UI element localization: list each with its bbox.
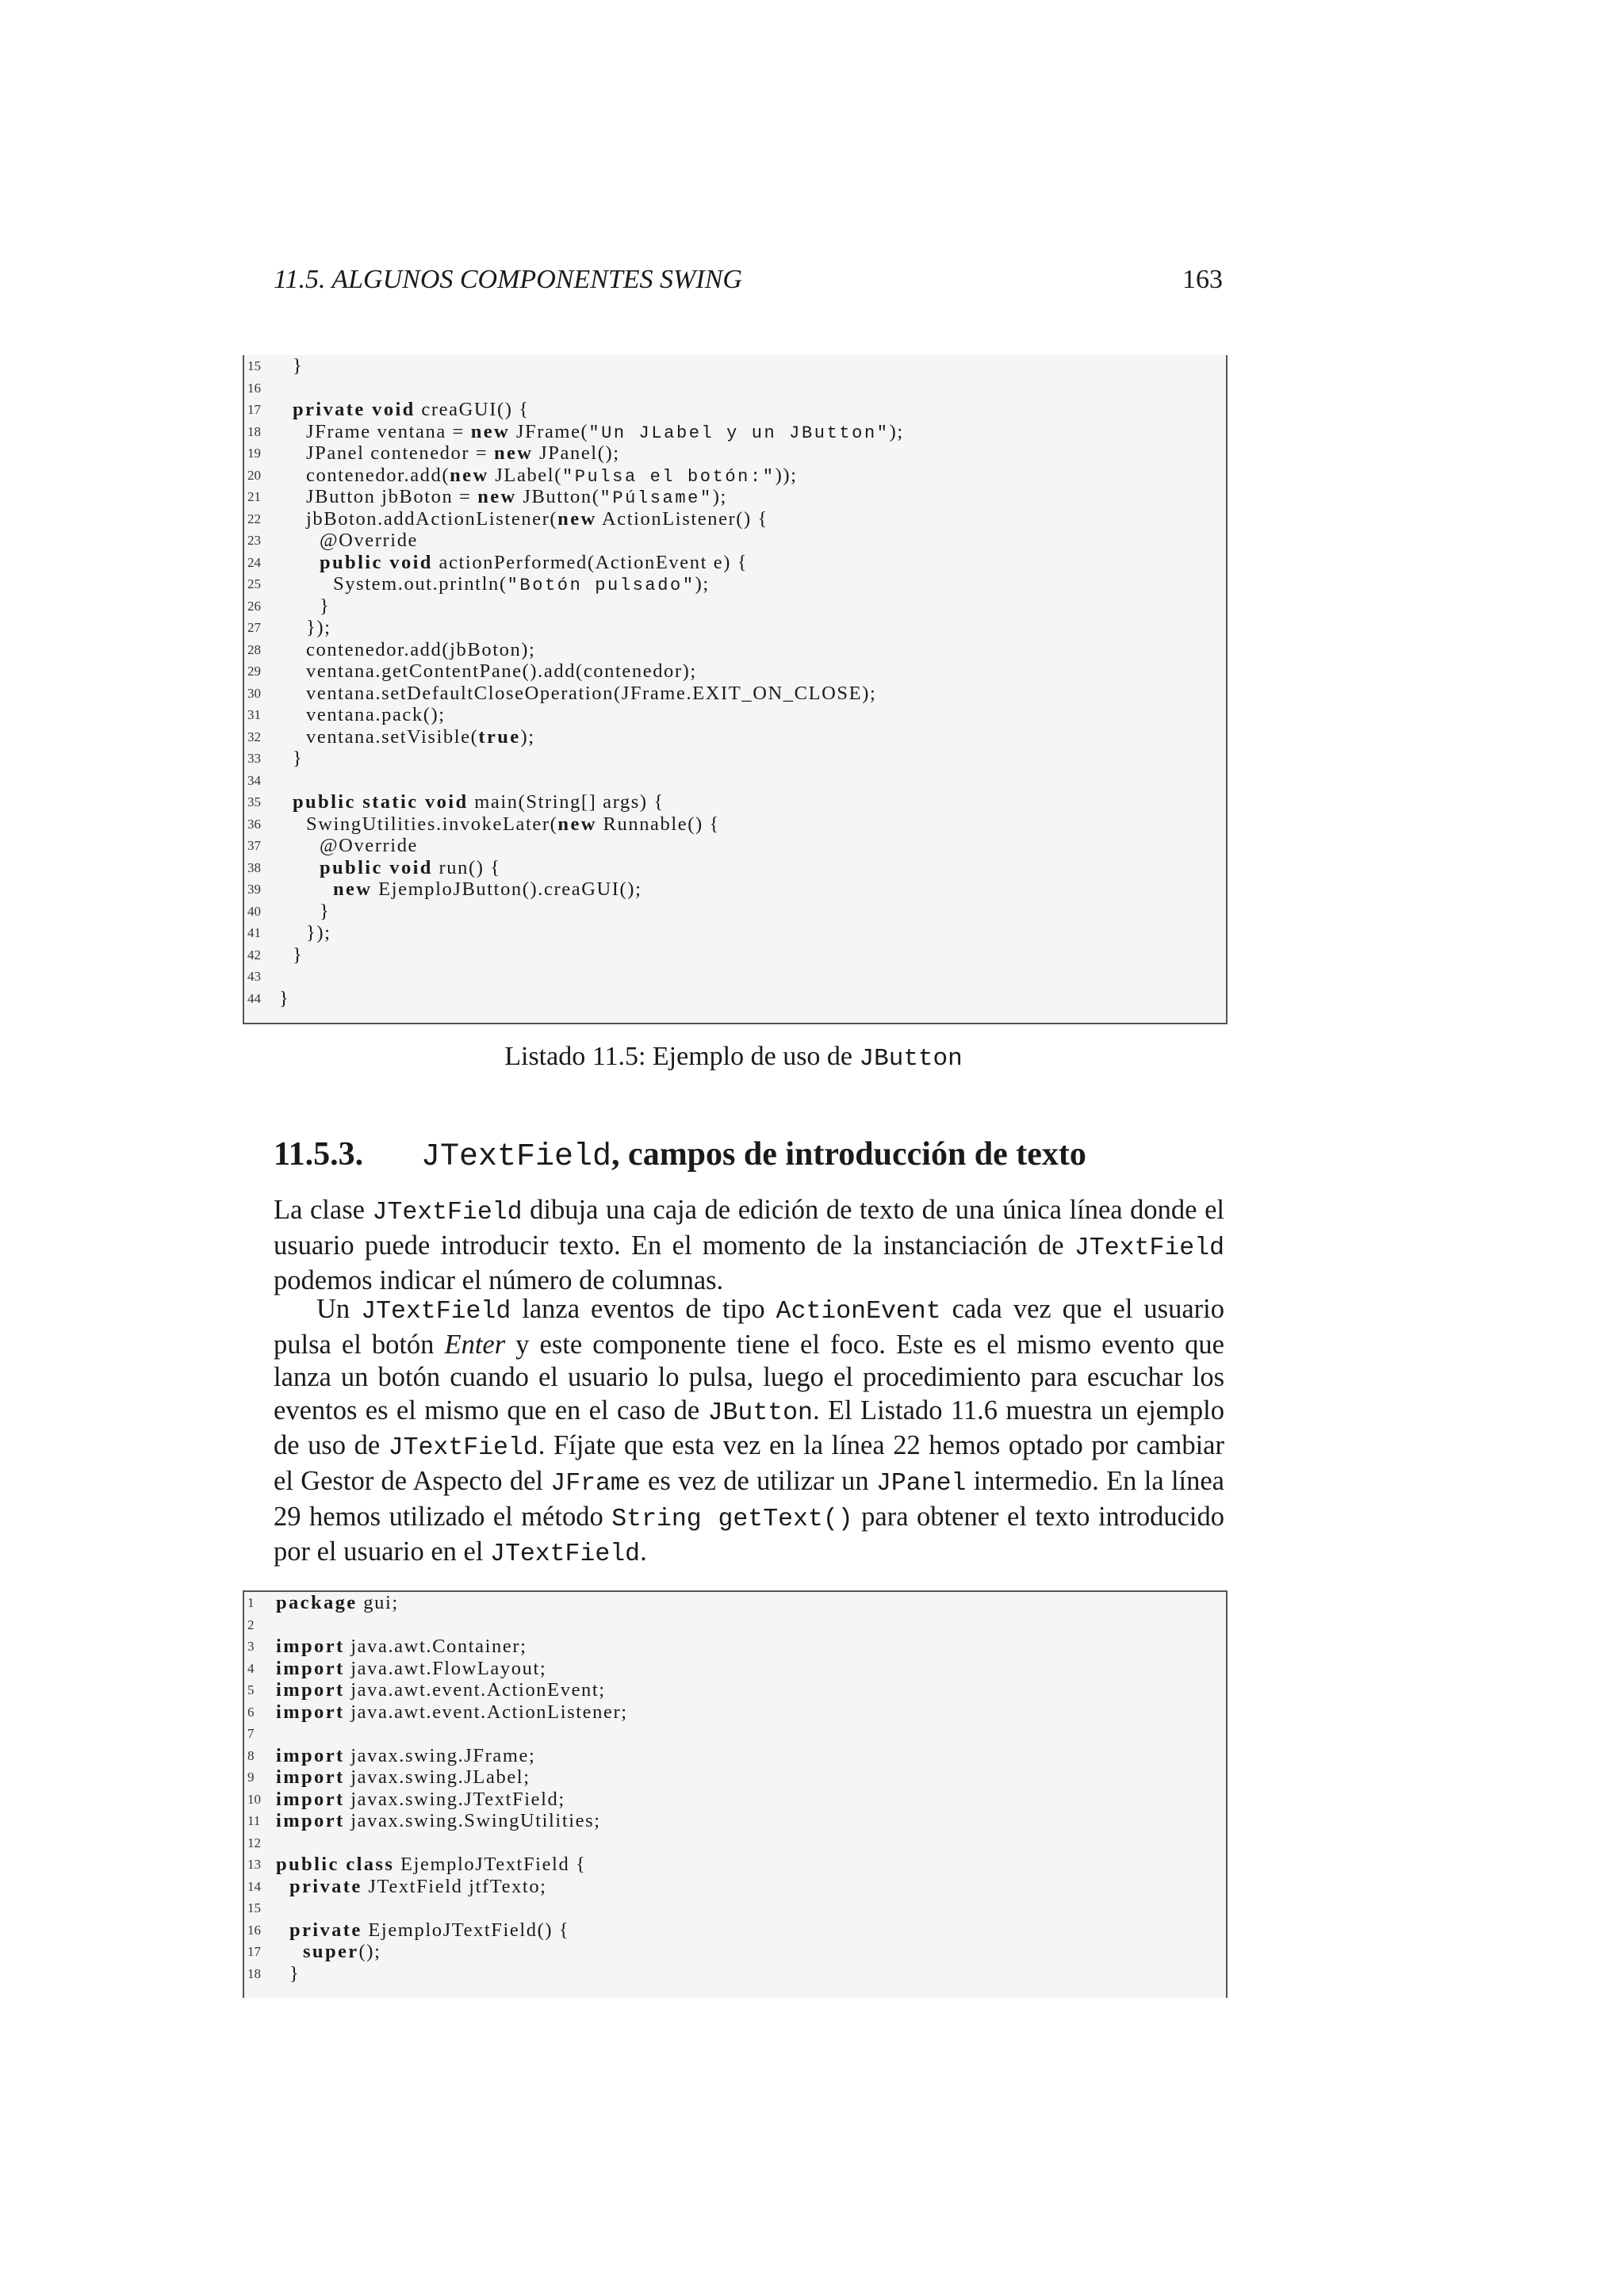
code-token: @Override	[320, 530, 419, 551]
inline-code: ActionEvent	[776, 1298, 941, 1326]
code-text	[333, 573, 710, 597]
paragraph-text: .	[640, 1536, 647, 1567]
code-keyword: public void	[320, 856, 433, 878]
code-token: JLabel(	[488, 464, 562, 486]
inline-code: JTextField	[388, 1434, 538, 1463]
code-text	[303, 1941, 381, 1963]
caption-text: Listado 11.5: Ejemplo de uso de	[504, 1042, 860, 1071]
code-text	[276, 1789, 565, 1811]
line-number: 26	[247, 598, 261, 614]
code-line	[244, 1919, 1226, 1942]
code-token: );	[695, 573, 710, 595]
code-keyword: new	[494, 442, 534, 464]
code-token: );	[712, 486, 727, 507]
code-line	[244, 922, 1226, 944]
line-number: 27	[247, 620, 261, 635]
code-line	[244, 660, 1226, 683]
line-number: 8	[247, 1747, 255, 1763]
line-number: 17	[247, 1944, 261, 1959]
code-token: creaGUI() {	[415, 399, 530, 420]
code-line	[244, 791, 1226, 813]
paragraph-text: cada vez que el usuario pulsa el botón	[274, 1294, 1224, 1360]
code-text	[276, 1679, 606, 1701]
code-text	[320, 857, 501, 879]
code-text	[320, 530, 418, 552]
code-line	[244, 1832, 1226, 1854]
caption-code: JButton	[859, 1045, 963, 1073]
code-line	[244, 639, 1226, 661]
code-text	[293, 355, 303, 377]
code-line	[244, 1897, 1226, 1919]
line-number: 11	[247, 1813, 261, 1828]
line-number: 10	[247, 1791, 261, 1807]
code-keyword: public static void	[293, 791, 469, 813]
code-keyword: import	[276, 1679, 345, 1701]
code-token: EjemploJTextField() {	[362, 1919, 570, 1941]
code-line	[244, 683, 1226, 705]
code-token: );	[520, 725, 535, 748]
code-text	[306, 813, 720, 836]
code-keyword: true	[478, 725, 521, 748]
code-text	[320, 595, 330, 618]
code-text	[320, 901, 330, 923]
code-token: main(String[] args) {	[468, 791, 665, 813]
code-line	[244, 552, 1226, 574]
code-token: ActionListener() {	[596, 507, 768, 530]
inline-code: JTextField	[1074, 1234, 1224, 1262]
inline-code: JPanel	[875, 1469, 967, 1498]
code-keyword: new	[477, 486, 517, 507]
paragraph-text: podemos indicar el número de columnas.	[274, 1265, 724, 1296]
inline-code: JTextField	[490, 1540, 641, 1569]
code-keyword: import	[276, 1636, 345, 1657]
code-line	[244, 704, 1226, 726]
code-token: }	[279, 987, 290, 1009]
code-token: }	[293, 943, 304, 966]
code-text	[293, 791, 665, 813]
line-number: 44	[247, 990, 261, 1006]
line-number: 19	[247, 446, 261, 461]
code-line	[244, 857, 1226, 879]
code-line	[244, 465, 1226, 487]
line-number: 14	[247, 1878, 261, 1894]
code-line	[244, 399, 1226, 421]
code-line	[244, 1636, 1226, 1658]
code-text	[306, 922, 331, 944]
code-text	[320, 552, 748, 574]
line-number: 41	[247, 925, 261, 940]
code-token: ventana.setVisible(	[306, 725, 479, 748]
code-keyword: public void	[320, 551, 433, 573]
listing-caption	[243, 1042, 1224, 1073]
inline-code: JTextField	[372, 1199, 523, 1226]
code-line	[244, 486, 1226, 508]
line-number: 25	[247, 576, 261, 591]
code-line	[244, 442, 1226, 465]
code-line	[244, 1723, 1226, 1745]
line-number: 9	[247, 1770, 255, 1785]
code-line	[244, 988, 1226, 1010]
inline-code: JButton	[707, 1399, 813, 1427]
code-text	[320, 835, 418, 857]
code-token: javax.swing.JTextField;	[344, 1788, 565, 1810]
line-number: 12	[247, 1835, 261, 1850]
code-text	[293, 944, 303, 966]
code-line	[244, 1876, 1226, 1898]
code-keyword: import	[276, 1701, 345, 1723]
code-text	[333, 878, 642, 901]
code-text	[289, 1919, 569, 1942]
page-number: 163	[1182, 265, 1223, 294]
code-token: }	[293, 355, 304, 377]
line-number: 6	[247, 1704, 255, 1720]
line-number: 17	[247, 402, 261, 417]
code-line	[244, 573, 1226, 595]
code-token: SwingUtilities.invokeLater(	[306, 813, 558, 835]
code-text	[289, 1876, 547, 1898]
code-keyword: private	[289, 1919, 362, 1941]
code-token: java.awt.event.ActionListener;	[344, 1701, 628, 1723]
line-number: 16	[247, 380, 261, 396]
code-token: ventana.pack();	[306, 704, 446, 725]
section-title-code: JTextField	[421, 1139, 612, 1175]
line-number: 1	[247, 1595, 255, 1610]
paragraph-text: es vez de utilizar un	[640, 1465, 876, 1496]
line-number: 35	[247, 794, 261, 809]
code-text	[293, 399, 530, 421]
code-text	[306, 704, 446, 726]
code-line	[244, 1810, 1226, 1832]
line-number: 4	[247, 1660, 255, 1676]
code-keyword: new	[470, 420, 511, 442]
code-text	[306, 639, 535, 661]
code-text	[306, 683, 876, 705]
section-heading	[274, 1135, 1225, 1175]
paragraph-text: La clase	[274, 1195, 373, 1225]
code-keyword: new	[557, 813, 597, 835]
code-keyword: new	[450, 464, 489, 486]
code-listing-11-6	[243, 1590, 1228, 1998]
line-number: 36	[247, 816, 261, 832]
code-token: ventana.setDefaultCloseOperation(JFrame.EXIT_ON_CLOSE);	[306, 682, 877, 704]
line-number: 29	[247, 664, 261, 679]
code-line	[244, 595, 1226, 618]
code-token: contenedor.add(	[306, 464, 450, 486]
body-paragraph-2	[274, 1293, 1224, 1571]
code-string: "Púlsame"	[599, 488, 713, 508]
paragraph-text: dibuja una caja de edición de texto de una única línea donde el usuario puede introducir texto. En el momento de la instanciación de	[274, 1195, 1224, 1261]
code-line	[244, 617, 1226, 639]
code-text	[276, 1854, 586, 1876]
code-keyword: new	[333, 878, 373, 900]
code-token: run() {	[432, 856, 501, 878]
code-text	[279, 988, 289, 1010]
code-keyword: import	[276, 1788, 345, 1810]
code-listing-11-5	[243, 355, 1228, 1024]
code-text	[306, 442, 620, 465]
paragraph-text: lanza eventos de tipo	[511, 1294, 776, 1324]
code-line	[244, 355, 1226, 377]
paragraph-text: y este componente tiene el foco. Este es el mismo evento que lanza un botón cuando el usuario lo pulsa, luego el procedimiento para escuchar los eventos es el mismo que en el caso de	[274, 1329, 1224, 1425]
line-number: 38	[247, 859, 261, 875]
line-number: 7	[247, 1726, 255, 1741]
code-token: );	[889, 420, 904, 442]
code-line	[244, 1592, 1226, 1614]
line-number: 3	[247, 1639, 255, 1654]
code-token: java.awt.FlowLayout;	[344, 1657, 547, 1679]
line-number: 21	[247, 489, 261, 504]
code-token: javax.swing.JLabel;	[344, 1766, 530, 1788]
code-token: JFrame ventana =	[306, 420, 471, 442]
code-keyword: import	[276, 1657, 345, 1679]
code-token: EjemploJButton().creaGUI();	[372, 878, 642, 900]
code-keyword: package	[276, 1592, 358, 1613]
code-line	[244, 1701, 1226, 1724]
paragraph-text: Un	[316, 1294, 362, 1324]
line-number: 28	[247, 641, 261, 657]
code-line	[244, 726, 1226, 748]
line-number: 16	[247, 1922, 261, 1938]
section-title-text: , campos de introducción de texto	[611, 1136, 1086, 1173]
line-number: 43	[247, 969, 261, 984]
paragraph-text: . El Listado 11.6 muestra un ejemplo de uso de	[274, 1395, 1224, 1461]
section-number: 11.5.3.	[274, 1136, 364, 1173]
line-number: 22	[247, 511, 261, 526]
code-string: "Un JLabel y un JButton"	[588, 423, 890, 443]
line-number: 37	[247, 838, 261, 853]
code-keyword: public class	[276, 1854, 395, 1875]
line-number: 13	[247, 1857, 261, 1872]
code-token: JPanel contenedor =	[306, 442, 494, 464]
code-line	[244, 1789, 1226, 1811]
line-number: 15	[247, 1900, 261, 1915]
code-line	[244, 1614, 1226, 1636]
code-keyword: super	[303, 1941, 359, 1962]
code-token: JTextField jtfTexto;	[362, 1875, 547, 1897]
running-header-title: 11.5. ALGUNOS COMPONENTES SWING	[274, 265, 742, 294]
code-token: ();	[358, 1941, 381, 1962]
line-number: 32	[247, 729, 261, 744]
paragraph-text: intermedio. En la línea 29 hemos utilizado el método	[274, 1465, 1225, 1532]
code-token: JPanel();	[533, 442, 620, 464]
line-number: 23	[247, 533, 261, 548]
code-line	[244, 901, 1226, 923]
code-line	[244, 878, 1226, 901]
code-token: gui;	[357, 1592, 399, 1613]
code-text	[306, 486, 727, 510]
code-keyword: private void	[293, 399, 416, 420]
code-line	[244, 1766, 1226, 1789]
code-line	[244, 770, 1226, 792]
code-line	[244, 1679, 1226, 1701]
line-number: 18	[247, 423, 261, 439]
code-text	[276, 1810, 601, 1832]
code-line	[244, 421, 1226, 443]
line-number: 24	[247, 554, 261, 570]
line-number: 40	[247, 903, 261, 919]
code-token: java.awt.Container;	[344, 1636, 527, 1657]
code-keyword: new	[557, 507, 597, 530]
code-text	[276, 1636, 527, 1658]
code-text	[306, 421, 904, 445]
code-keyword: import	[276, 1744, 345, 1766]
code-token: });	[306, 617, 331, 638]
code-keyword: import	[276, 1810, 345, 1831]
code-line	[244, 1854, 1226, 1876]
code-line	[244, 966, 1226, 988]
line-number: 34	[247, 772, 261, 788]
inline-code: JTextField	[361, 1298, 511, 1326]
line-number: 42	[247, 947, 261, 962]
line-number: 39	[247, 882, 261, 897]
code-line	[244, 1745, 1226, 1767]
paragraph-text: . Fíjate que esta vez en la línea 22 hemos optado por cambiar el Gestor de Aspecto del	[274, 1430, 1224, 1496]
code-token: }	[293, 748, 304, 769]
code-token: jbBoton.addActionListener(	[306, 507, 558, 530]
code-token: actionPerformed(ActionEvent e) {	[432, 551, 749, 573]
body-paragraph-1	[274, 1194, 1224, 1298]
code-token: ventana.getContentPane().add(contenedor);	[306, 660, 697, 682]
code-text	[293, 748, 303, 770]
line-number: 31	[247, 707, 261, 722]
code-text	[276, 1701, 628, 1724]
code-token: java.awt.event.ActionEvent;	[344, 1679, 606, 1701]
emphasis-text: Enter	[444, 1329, 506, 1360]
code-line	[244, 530, 1226, 552]
code-token: Runnable() {	[596, 813, 720, 835]
line-number: 2	[247, 1617, 255, 1632]
code-token: javax.swing.SwingUtilities;	[344, 1810, 601, 1831]
code-token: JFrame(	[510, 420, 589, 442]
code-text	[306, 465, 798, 488]
code-token: JButton(	[516, 486, 600, 507]
code-token: javax.swing.JFrame;	[344, 1744, 536, 1766]
code-token: }	[289, 1962, 301, 1984]
code-token: }	[320, 595, 331, 617]
line-number: 15	[247, 358, 261, 373]
code-line	[244, 377, 1226, 400]
code-line	[244, 813, 1226, 836]
code-token: JButton jbBoton =	[306, 486, 478, 507]
line-number: 5	[247, 1682, 255, 1697]
code-line	[244, 1941, 1226, 1963]
code-token: }	[320, 900, 331, 922]
code-token: contenedor.add(jbBoton);	[306, 638, 536, 660]
code-line	[244, 748, 1226, 770]
code-token: System.out.println(	[333, 573, 508, 595]
code-text	[306, 660, 697, 683]
code-text	[276, 1658, 546, 1680]
line-number: 20	[247, 467, 261, 483]
code-token: ));	[775, 464, 798, 486]
code-text	[276, 1745, 535, 1767]
code-text	[289, 1963, 300, 1985]
code-text	[306, 726, 535, 748]
paragraph-text: para obtener el texto introducido por el usuario en el	[274, 1501, 1224, 1567]
code-string: "Pulsa el botón:"	[561, 466, 776, 487]
code-token: EjemploJTextField {	[394, 1854, 587, 1875]
code-token: @Override	[320, 835, 419, 856]
code-text	[276, 1766, 530, 1789]
code-line	[244, 944, 1226, 966]
code-keyword: import	[276, 1766, 345, 1788]
code-line	[244, 1658, 1226, 1680]
line-number: 30	[247, 685, 261, 701]
code-line	[244, 835, 1226, 857]
code-line	[244, 508, 1226, 530]
line-number: 33	[247, 751, 261, 766]
inline-code: String getText()	[611, 1505, 853, 1533]
inline-code: JFrame	[550, 1469, 641, 1498]
code-string: "Botón pulsado"	[507, 576, 695, 595]
code-text	[306, 508, 768, 530]
code-text	[276, 1592, 399, 1614]
code-token: });	[306, 922, 331, 943]
code-text	[306, 617, 331, 639]
line-number: 18	[247, 1965, 261, 1981]
code-keyword: private	[289, 1875, 362, 1897]
code-line	[244, 1963, 1226, 1985]
